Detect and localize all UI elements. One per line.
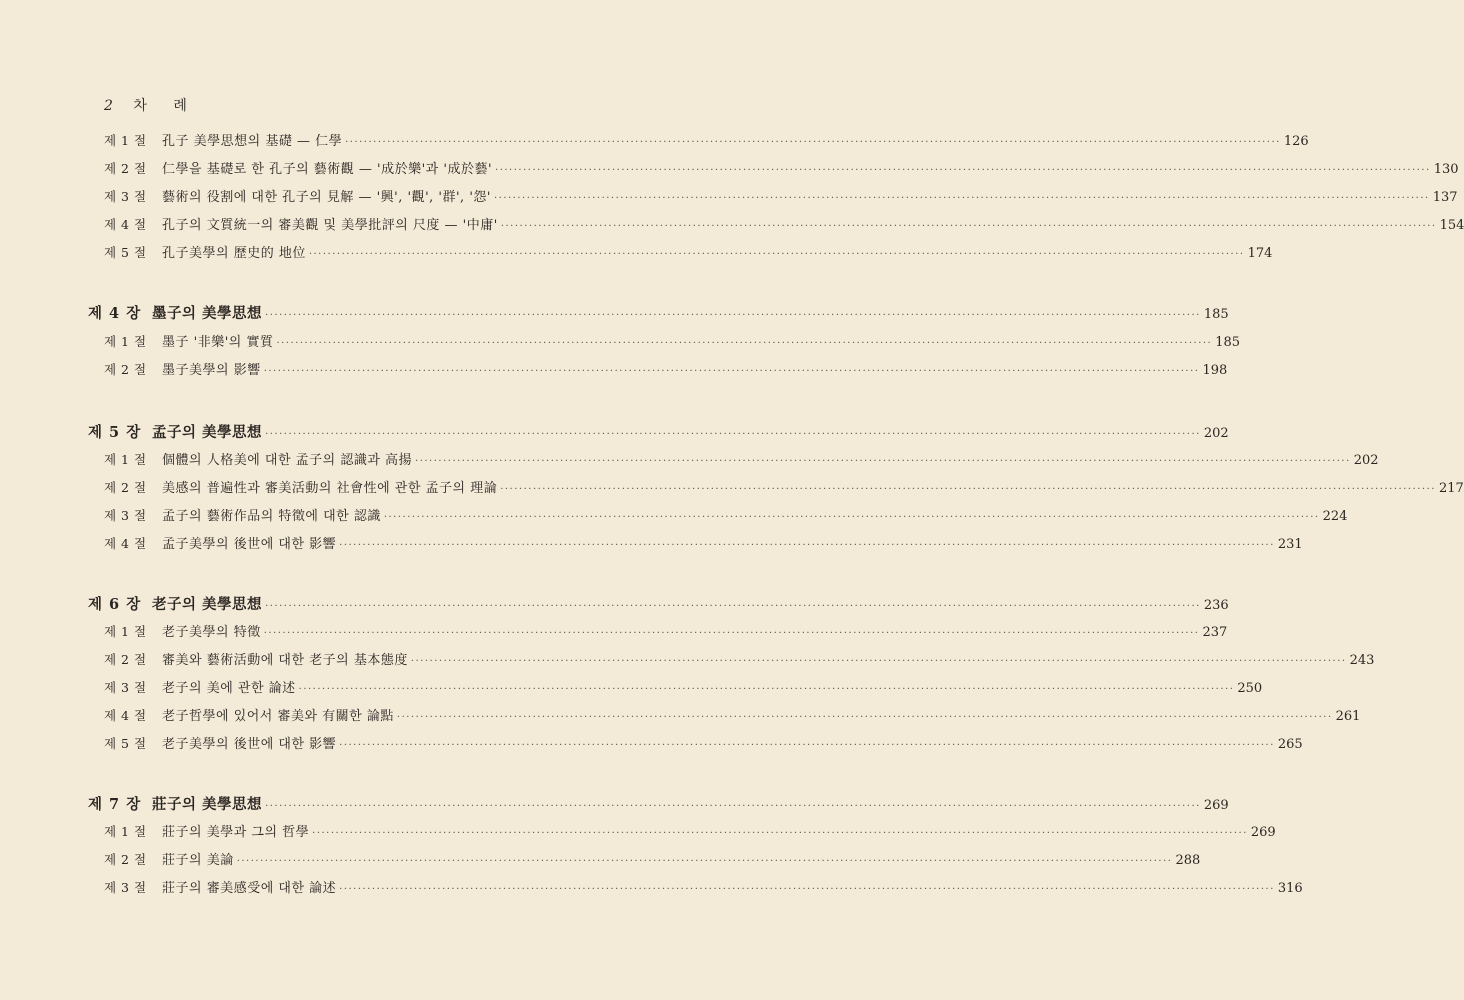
section-title: 孔子의 文質統一의 審美觀 및 美學批評의 尺度 — '中庸' (162, 218, 498, 233)
section-title: 老子美學의 特徵 (162, 625, 261, 640)
dot-leader: ········································································································································································································ (265, 429, 1201, 440)
section-entry (0, 849, 1201, 869)
section-entry (0, 242, 1273, 262)
section-entry (0, 449, 1379, 469)
section-title: 孔子美學의 歷史的 地位 (162, 246, 306, 261)
section-title: 老子美學의 後世에 대한 影響 (162, 737, 337, 752)
section-entry (0, 533, 1303, 553)
page-number: 269 (1203, 798, 1229, 813)
section-entry (0, 186, 1458, 206)
section-number: 제 2 절 (104, 852, 147, 867)
chapter-number: 제 6 장 (88, 596, 142, 613)
section-number: 제 4 절 (104, 536, 147, 551)
section-number: 제 2 절 (104, 362, 147, 377)
dot-leader: ········································································································································································································ (415, 456, 1351, 467)
section-entry (0, 621, 1228, 641)
section-entry (0, 705, 1361, 725)
section-number: 제 3 절 (104, 189, 147, 204)
section-number: 제 4 절 (104, 217, 147, 232)
running-header (104, 95, 187, 115)
dot-leader: ········································································································································································································ (500, 221, 1437, 232)
page-number: 243 (1349, 653, 1375, 668)
section-entry (0, 331, 1241, 351)
page-number: 198 (1202, 363, 1228, 378)
section-title: 孟子美學의 後世에 대한 影響 (162, 537, 337, 552)
page-number: 316 (1277, 881, 1303, 896)
page-number: 130 (1433, 162, 1459, 177)
dot-leader: ········································································································································································································ (339, 540, 1275, 551)
page-number: 202 (1203, 426, 1229, 441)
dot-leader: ········································································································································································································ (265, 801, 1201, 812)
chapter-entry (0, 593, 1229, 613)
section-title: 墨子 '非樂'의 實質 (162, 335, 274, 350)
chapter-number: 제 5 장 (88, 424, 142, 441)
dot-leader: ········································································································································································································ (265, 601, 1201, 612)
dot-leader: ········································································································································································································ (345, 137, 1281, 148)
dot-leader: ········································································································································································································ (236, 856, 1173, 867)
section-entry (0, 214, 1464, 234)
page-number: 288 (1175, 853, 1201, 868)
section-entry (0, 649, 1375, 669)
page-number: 237 (1202, 625, 1228, 640)
dot-leader: ········································································································································································································ (410, 656, 1347, 667)
section-number: 제 1 절 (104, 624, 147, 639)
dot-leader: ········································································································································································································ (339, 740, 1275, 751)
section-number: 제 2 절 (104, 652, 147, 667)
section-entry (0, 821, 1276, 841)
dot-leader: ········································································································································································································ (495, 165, 1431, 176)
page-number: 174 (1247, 246, 1273, 261)
page-number: 269 (1250, 825, 1276, 840)
section-title: 審美와 藝術活動에 대한 老子의 基本態度 (162, 653, 408, 668)
page-number: 261 (1335, 709, 1361, 724)
section-number: 제 5 절 (104, 245, 147, 260)
section-title: 美感의 普遍性과 審美活動의 社會性에 관한 孟子의 理論 (162, 481, 498, 496)
section-number: 제 3 절 (104, 880, 147, 895)
section-title: 莊子의 審美感受에 대한 論述 (162, 881, 337, 896)
section-number: 제 1 절 (104, 824, 147, 839)
chapter-title: 孟子의 美學思想 (152, 424, 263, 441)
page-number: 185 (1215, 335, 1241, 350)
chapter-title: 墨子의 美學思想 (152, 305, 263, 322)
section-entry (0, 677, 1263, 697)
chapter-title: 莊子의 美學思想 (152, 796, 263, 813)
section-entry (0, 359, 1228, 379)
page-number: 126 (1283, 134, 1309, 149)
section-entry (0, 877, 1303, 897)
section-title: 孟子의 藝術作品의 特徵에 대한 認識 (162, 509, 381, 524)
section-title: 藝術의 役割에 대한 孔子의 見解 — '興', '觀', '群', '怨' (162, 190, 491, 205)
section-number: 제 1 절 (104, 133, 147, 148)
header-title-char-1: 차 (133, 98, 147, 114)
dot-leader: ········································································································································································································ (298, 684, 1235, 695)
dot-leader: ········································································································································································································ (396, 712, 1333, 723)
section-number: 제 1 절 (104, 334, 147, 349)
page-number: 224 (1322, 509, 1348, 524)
chapter-number: 제 4 장 (88, 305, 142, 322)
page-number: 217 (1438, 481, 1464, 496)
section-title: 老子의 美에 관한 論述 (162, 681, 296, 696)
dot-leader: ········································································································································································································ (263, 628, 1200, 639)
section-number: 제 2 절 (104, 161, 147, 176)
section-number: 제 4 절 (104, 708, 147, 723)
dot-leader: ········································································································································································································ (265, 310, 1201, 321)
section-title: 莊子의 美學과 그의 哲學 (162, 825, 310, 840)
dot-leader: ········································································································································································································ (312, 828, 1248, 839)
section-title: 老子哲學에 있어서 審美와 有關한 論點 (162, 709, 394, 724)
chapter-entry (0, 302, 1229, 322)
section-entry (0, 477, 1464, 497)
dot-leader: ········································································································································································································ (383, 512, 1320, 523)
section-title: 墨子美學의 影響 (162, 363, 261, 378)
section-number: 제 5 절 (104, 736, 147, 751)
section-entry (0, 158, 1459, 178)
dot-leader: ········································································································································································································ (276, 338, 1213, 349)
dot-leader: ········································································································································································································ (493, 193, 1430, 204)
chapter-number: 제 7 장 (88, 796, 142, 813)
section-number: 제 3 절 (104, 508, 147, 523)
section-entry (0, 505, 1348, 525)
page-number: 231 (1277, 537, 1303, 552)
chapter-title: 老子의 美學思想 (152, 596, 263, 613)
dot-leader: ········································································································································································································ (308, 249, 1245, 260)
section-title: 個體의 人格美에 대한 孟子의 認識과 高揚 (162, 453, 413, 468)
chapter-entry (0, 421, 1229, 441)
page-number: 202 (1353, 453, 1379, 468)
page-number: 137 (1432, 190, 1458, 205)
page-number: 265 (1277, 737, 1303, 752)
section-number: 제 1 절 (104, 452, 147, 467)
section-title: 莊子의 美論 (162, 853, 234, 868)
page-number: 236 (1203, 598, 1229, 613)
page-number: 250 (1237, 681, 1263, 696)
dot-leader: ········································································································································································································ (263, 366, 1200, 377)
dot-leader: ········································································································································································································ (500, 484, 1436, 495)
header-title-char-2: 례 (173, 98, 187, 114)
section-entry (0, 733, 1303, 753)
section-number: 제 3 절 (104, 680, 147, 695)
chapter-entry (0, 793, 1229, 813)
header-page-number: 2 (104, 98, 113, 114)
page-number: 154 (1439, 218, 1464, 233)
section-number: 제 2 절 (104, 480, 147, 495)
page-number: 185 (1203, 307, 1229, 322)
dot-leader: ········································································································································································································ (339, 884, 1275, 895)
section-title: 孔子 美學思想의 基礎 — 仁學 (162, 134, 343, 149)
section-entry (0, 130, 1309, 150)
section-title: 仁學을 基礎로 한 孔子의 藝術觀 — '成於樂'과 '成於藝' (162, 162, 493, 177)
